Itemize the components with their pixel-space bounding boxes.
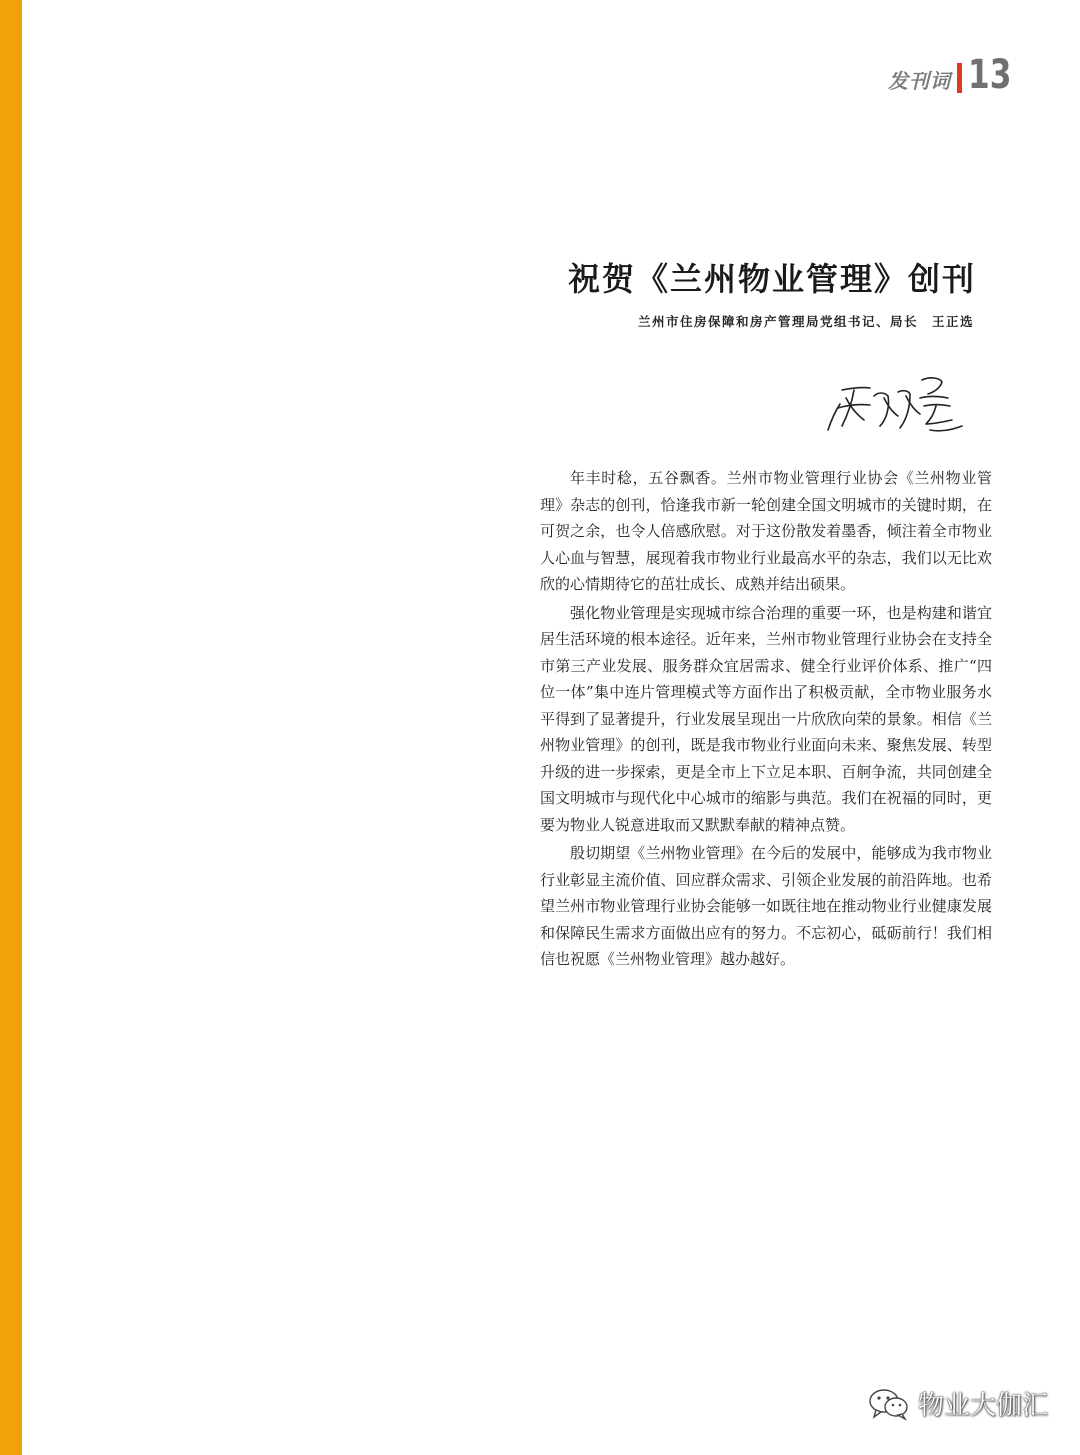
section-label: 发刊词: [888, 68, 951, 93]
watermark-text: 物业大伽汇: [918, 1391, 1049, 1421]
wechat-icon: [868, 1387, 910, 1421]
paragraph: 强化物业管理是实现城市综合治理的重要一环，也是构建和谐宜居生活环境的根本途径。近年来，兰州市物业管理行业协会在支持全市第三产业发展、服务群众宜居需求、健全行业评价体系、推广“四位一体”集中连片管理模式等方面作出了积极贡献，全市物业服务水平得到了显著提升，行业发展呈现出一片欣欣向荣的景象。相信《兰州物业管理》的创刊，既是我市物业行业面向未来、聚焦发展、转型升级的进一步探索，更是全市上下立足本职、百舸争流，共同创建全国文明城市与现代化中心城市的缩影与典范。我们在祝福的同时，更要为物业人锐意进取而又默默奉献的精神点赞。: [540, 603, 992, 834]
page-header: [888, 52, 1010, 98]
watermark: [868, 1385, 1048, 1422]
header-divider: [957, 63, 962, 93]
page-number: 13: [968, 52, 1012, 98]
article-body: [540, 465, 992, 975]
orange-side-bar: [0, 0, 22, 1455]
paragraph: 年丰时稔，五谷飘香。兰州市物业管理行业协会《兰州物业管理》杂志的创刊，恰逢我市新一轮创建全国文明城市的关键时期，在可贺之余，也令人倍感欣慰。对于这份散发着墨香，倾注着全市物业人心血与智慧，展现着我市物业行业最高水平的杂志，我们以无比欢欣的心情期待它的茁壮成长、成熟并结出硕果。: [540, 469, 992, 593]
handwritten-signature: [818, 368, 978, 440]
author-name: 王正选: [931, 314, 974, 329]
author-title: 兰州市住房保障和房产管理局党组书记、局长: [637, 314, 918, 329]
article-title: 祝贺《兰州物业管理》创刊: [567, 260, 976, 298]
paragraph: 殷切期望《兰州物业管理》在今后的发展中，能够成为我市物业行业彰显主流价值、回应群众需求、引领企业发展的前沿阵地。也希望兰州市物业管理行业协会能够一如既往地在推动物业行业健康发展和保障民生需求方面做出应有的努力。不忘初心，砥砺前行！我们相信也祝愿《兰州物业管理》越办越好。: [540, 844, 992, 968]
author-line: [638, 312, 974, 330]
